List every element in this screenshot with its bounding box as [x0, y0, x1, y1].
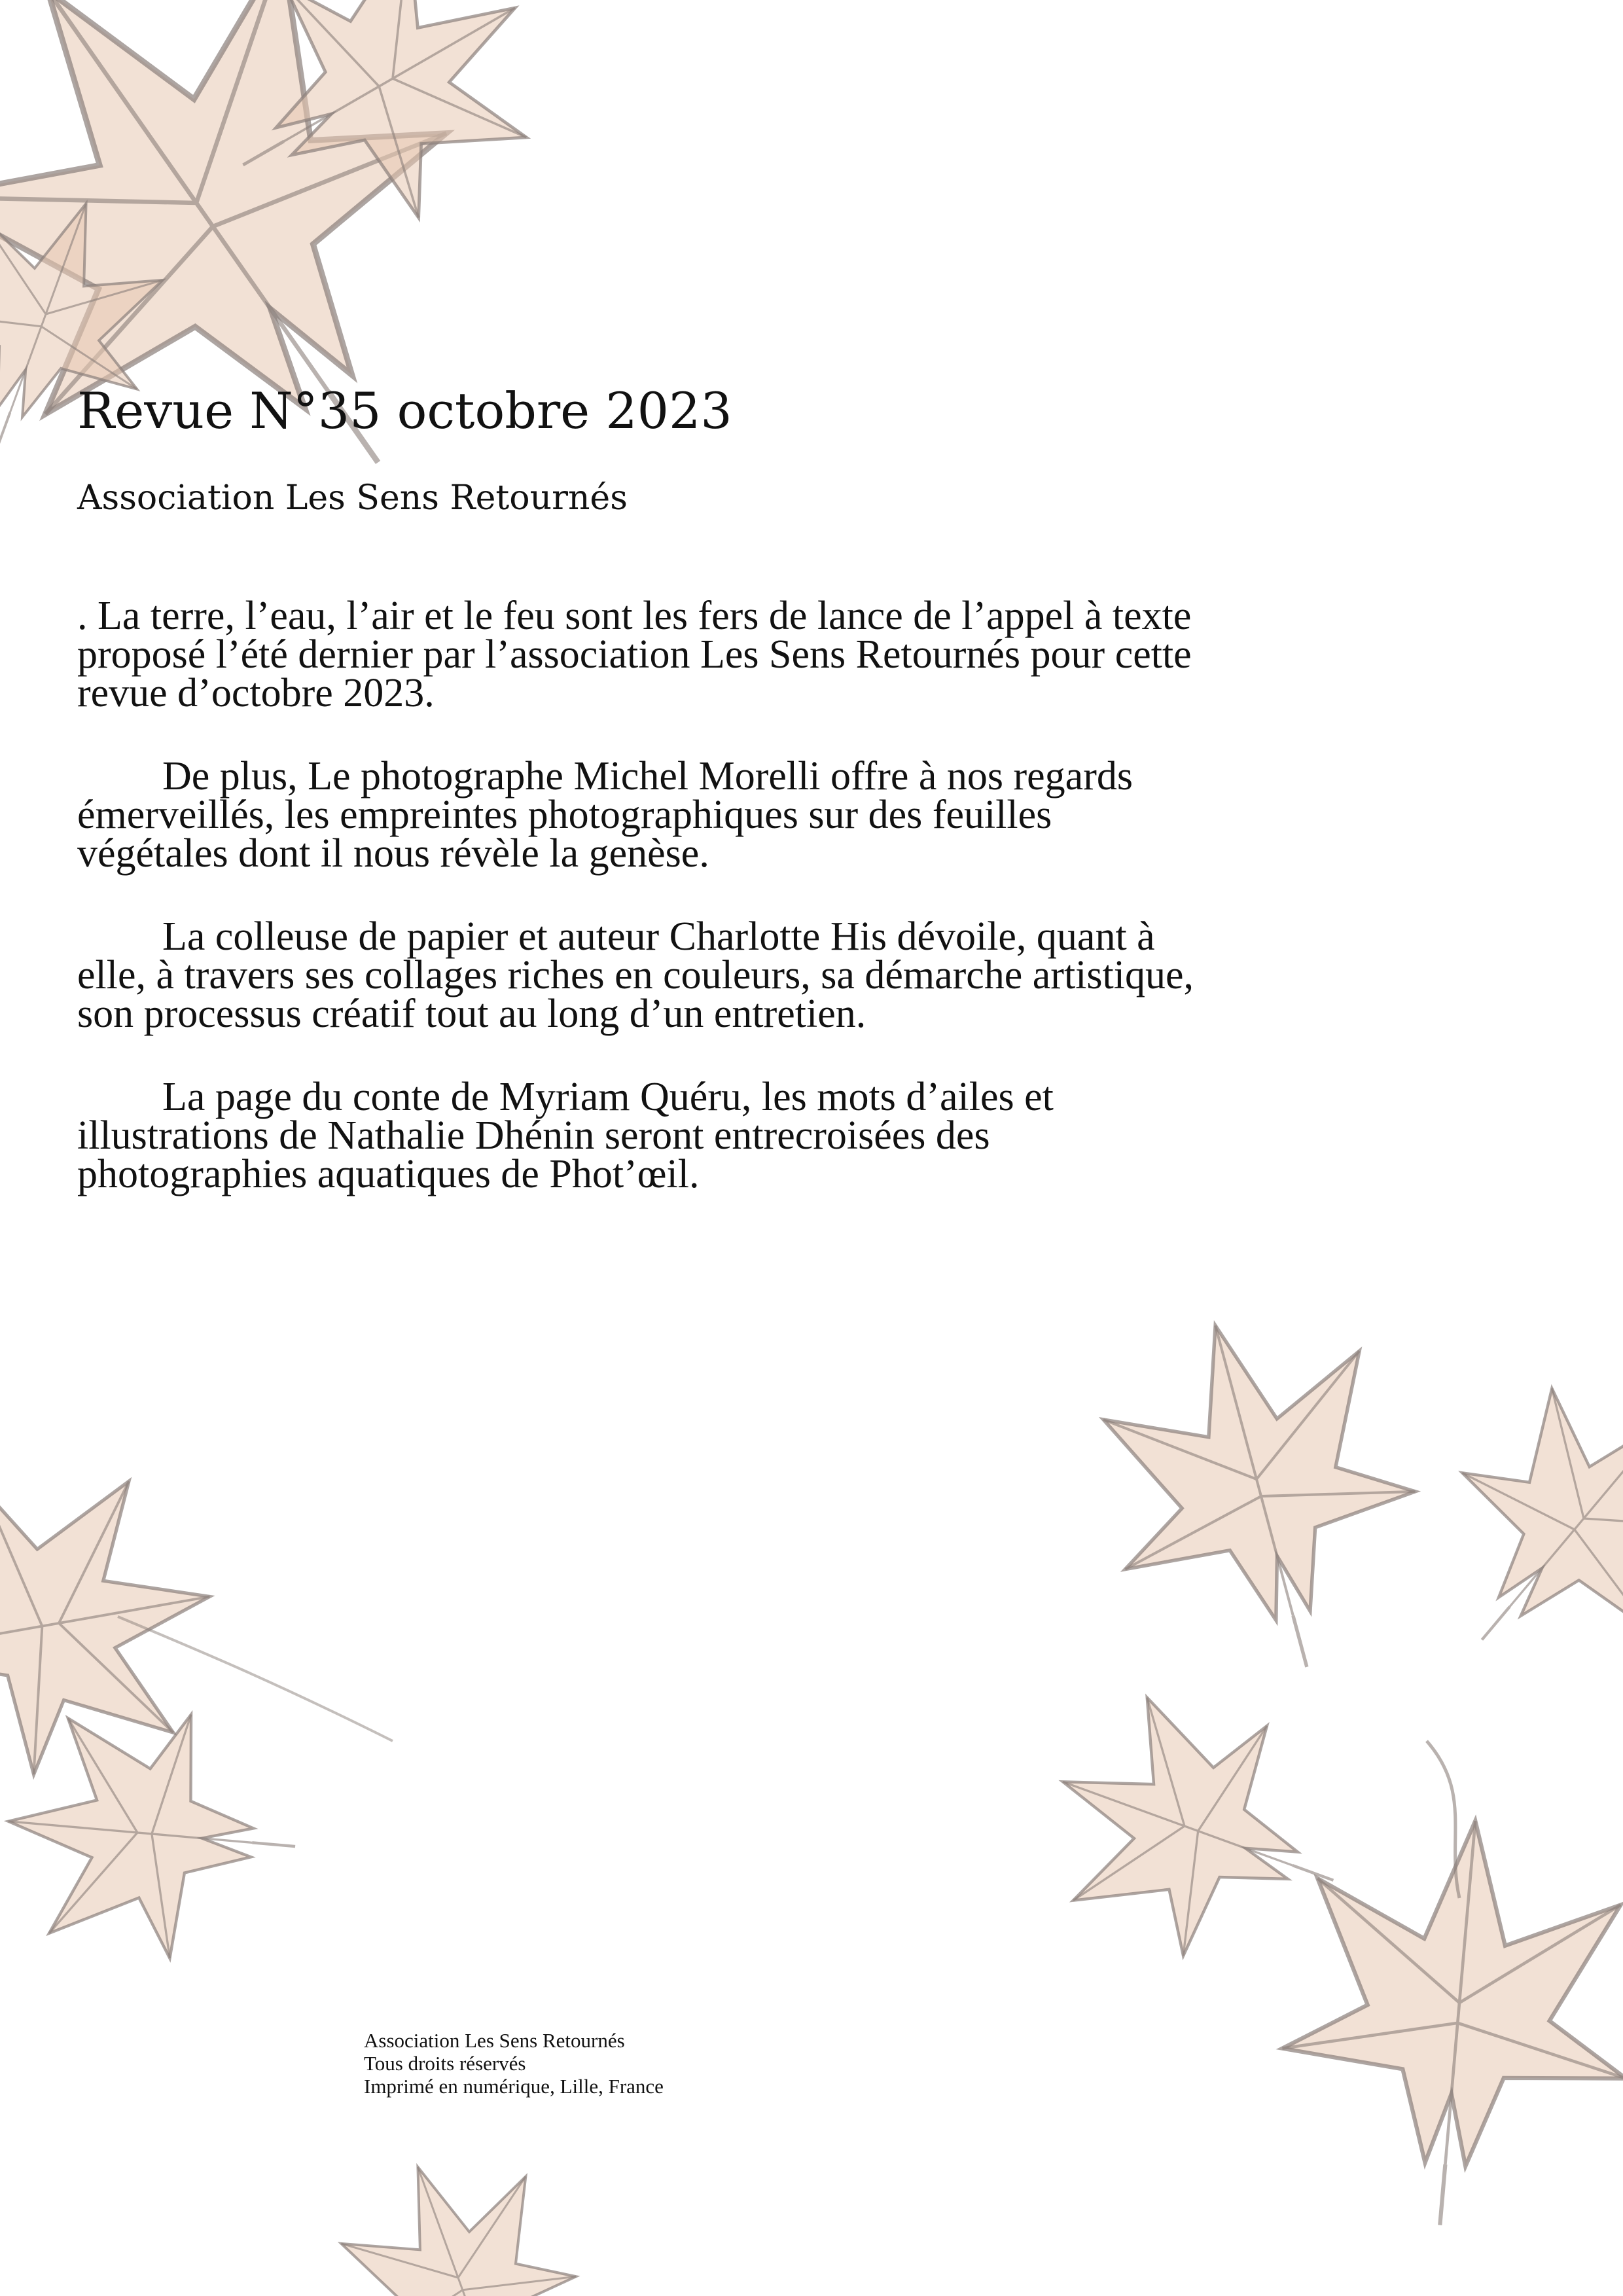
leaf-bottom	[313, 2129, 612, 2296]
leaf-right-edge	[1388, 1340, 1623, 1718]
leaf-right-lower	[1268, 1806, 1623, 2240]
leaf-right-middle	[1021, 1667, 1375, 1996]
association-name: Association Les Sens Retournés	[77, 478, 628, 518]
leaf-left-upper	[0, 1454, 235, 1799]
leaf-right-stem	[1427, 1741, 1459, 1898]
leaf-right-upper	[1070, 1287, 1452, 1706]
imprint-association: Association Les Sens Retournés	[364, 2029, 625, 2052]
page-title: Revue N°35 octobre 2023	[77, 382, 732, 440]
imprint-rights: Tous droits réservés	[364, 2052, 526, 2075]
imprint-footer	[364, 2029, 664, 2098]
paragraph-collage-artist: La colleuse de papier et auteur Charlotte His dévoile, quant à elle, à travers ses collages riches en couleurs, sa démarche artistique, son processus créatif tout au long d’un entretien.	[77, 914, 1194, 1036]
editorial-text	[77, 594, 1203, 1238]
imprint-printing: Imprimé en numérique, Lille, France	[364, 2075, 664, 2098]
paragraph-photographer: De plus, Le photographe Michel Morelli offre à nos regards émerveillés, les empreintes photographiques sur des feuilles végétales dont il nous révèle la genèse.	[77, 754, 1133, 876]
paragraph-tale: La page du conte de Myriam Quéru, les mots d’ailes et illustrations de Nathalie Dhénin seront entrecroisées des photographies aquatiques de Phot’œil.	[77, 1075, 1054, 1196]
paragraph-intro: . La terre, l’eau, l’air et le feu sont les fers de lance de l’appel à texte proposé l’été dernier par l’association Les Sens Retournés pour cette revue d’octobre 2023.	[77, 594, 1192, 715]
